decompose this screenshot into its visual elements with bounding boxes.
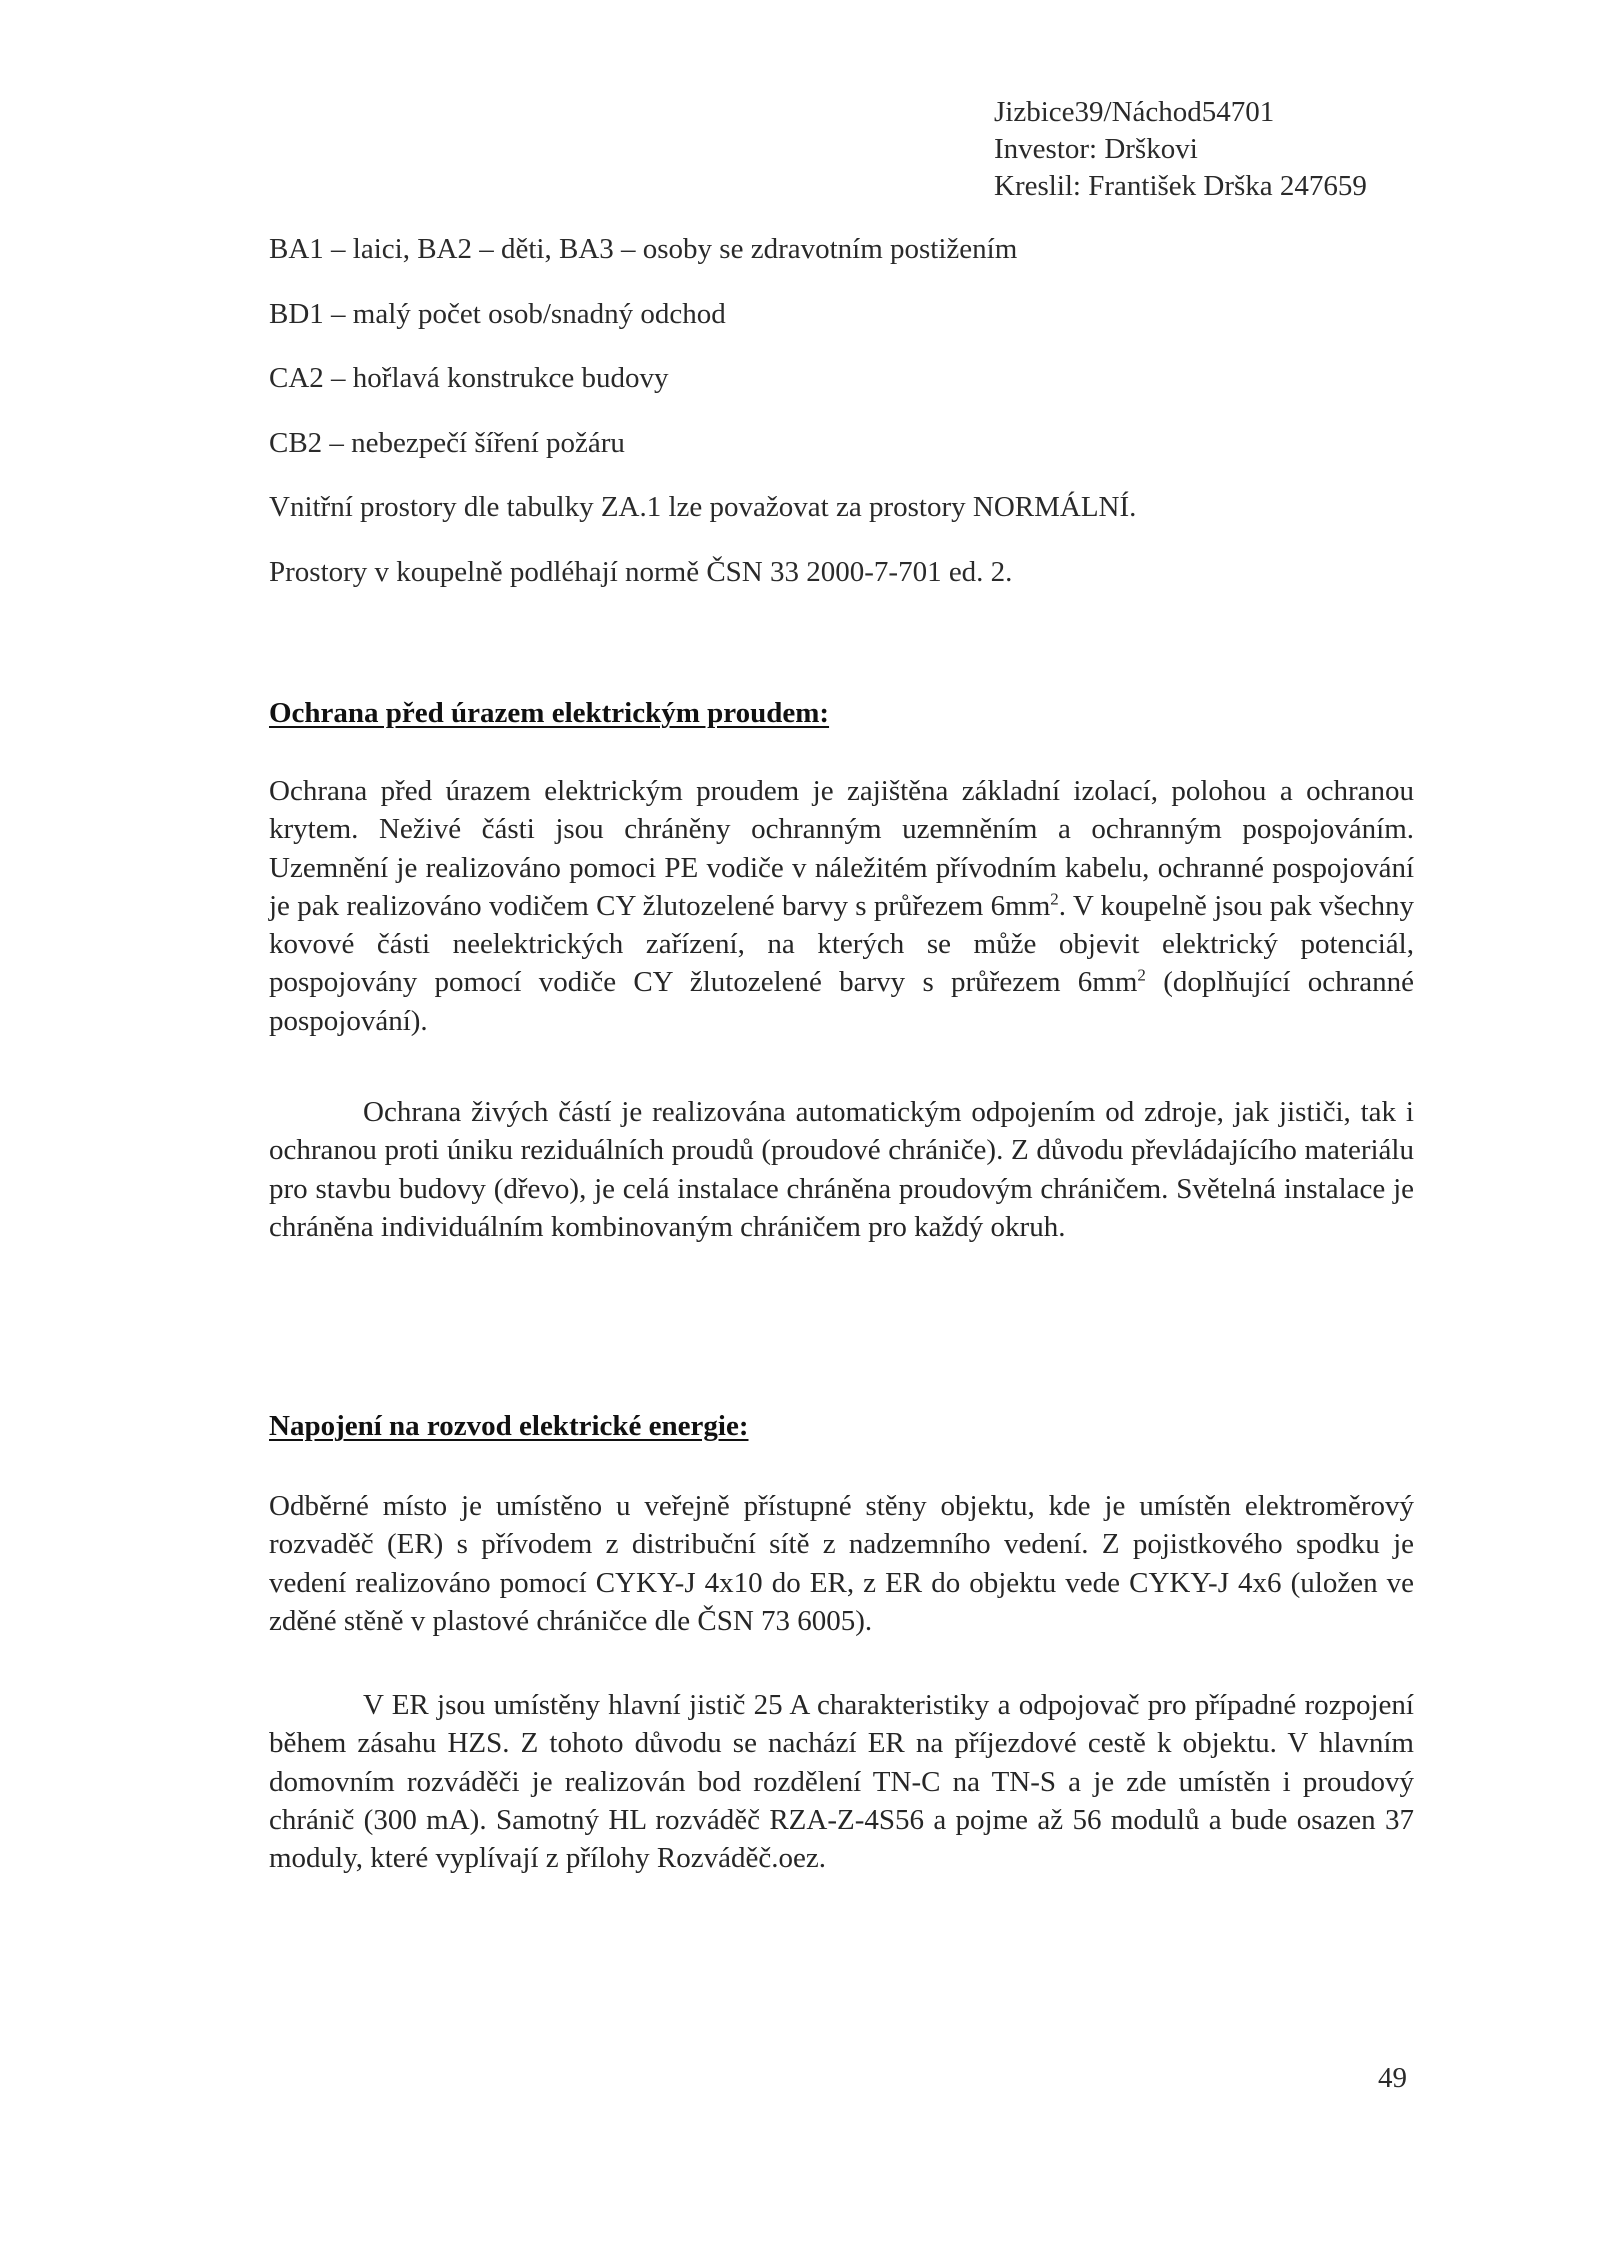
page-number: 49: [1378, 2062, 1407, 2094]
document-header: [994, 94, 1367, 205]
header-address: Jizbice39/Náchod54701: [994, 96, 1275, 128]
paragraph-text: (doplňující ochranné pospojování).: [269, 966, 1414, 1037]
list-item: BD1 – malý počet osob/snadný odchod: [269, 297, 726, 330]
section-heading-electric-shock-protection: Ochrana před úrazem elektrickým proudem:: [269, 697, 830, 729]
list-item: Vnitřní prostory dle tabulky ZA.1 lze považovat za prostory NORMÁLNÍ.: [269, 491, 1137, 523]
list-item: Prostory v koupelně podléhají normě ČSN 33 2000-7-701 ed. 2.: [269, 555, 1013, 588]
paragraph-protection-basic: [269, 772, 1414, 1040]
list-item: CA2 – hořlavá konstrukce budovy: [269, 362, 669, 394]
paragraph-live-parts-protection: Ochrana živých částí je realizována automatickým odpojením od zdroje, jak jističi, tak i ochranou proti úniku reziduálních proudů (proudové chrániče). Z důvodu převládajícího materiálu pro stavbu budovy (dřevo), je celá instalace chráněna proudovým chráničem. Světelná instalace je chráněna individuálním kombinovaným chráničem pro každý okruh.: [269, 1096, 1414, 1243]
header-author: Kreslil: František Drška 247659: [994, 170, 1367, 202]
classification-list: [269, 230, 1136, 617]
paragraph-text: . V koupelně jsou pak všechny kovové části neelektrických zařízení, na kterých se může objevit elektrický potenciál, pospojovány pomocí vodiče CY žlutozelené barvy s průřezem 6mm: [269, 889, 1414, 999]
list-item: CB2 – nebezpečí šíření požáru: [269, 426, 625, 459]
superscript: 2: [1050, 889, 1059, 909]
paragraph-text: Ochrana před úrazem elektrickým proudem je zajištěna základní izolací, polohou a ochranou krytem. Neživé části jsou chráněny ochranným uzemněním a ochranným pospojováním. Uzemnění je realizováno pomoci PE vodiče v náležitém přívodním kabelu, ochranné pospojování je pak realizováno vodičem CY žlutozelené barvy s průřezem 6mm: [269, 775, 1414, 922]
section-heading-power-connection: Napojení na rozvod elektrické energie:: [269, 1410, 749, 1442]
paragraph-main-breaker: V ER jsou umístěny hlavní jistič 25 A charakteristiky a odpojovač pro případné rozpojení během zásahu HZS. Z tohoto důvodu se nachází ER na příjezdové cestě k objektu. V hlavním domovním rozváděči je realizován bod rozdělení TN-C na TN-S a je zde umístěn i proudový chránič (300 mA). Samotný HL rozváděč RZA-Z-4S56 a pojme až 56 modulů a bude osazen 37 moduly, které vyplívají z přílohy Rozváděč.oez.: [269, 1689, 1414, 1875]
header-investor: Investor: Drškovi: [994, 133, 1198, 165]
list-item: BA1 – laici, BA2 – děti, BA3 – osoby se zdravotním postižením: [269, 233, 1018, 265]
superscript: 2: [1137, 965, 1146, 985]
paragraph-supply-point: Odběrné místo je umístěno u veřejně přístupné stěny objektu, kde je umístěn elektroměrový rozvaděč (ER) s přívodem z distribuční sítě z nadzemního vedení. Z pojistkového spodku je vedení realizováno pomocí CYKY-J 4x10 do ER, z ER do objektu vede CYKY-J 4x6 (uložen ve zděné stěně v plastové chráničce dle ČSN 73 6005).: [269, 1490, 1414, 1637]
